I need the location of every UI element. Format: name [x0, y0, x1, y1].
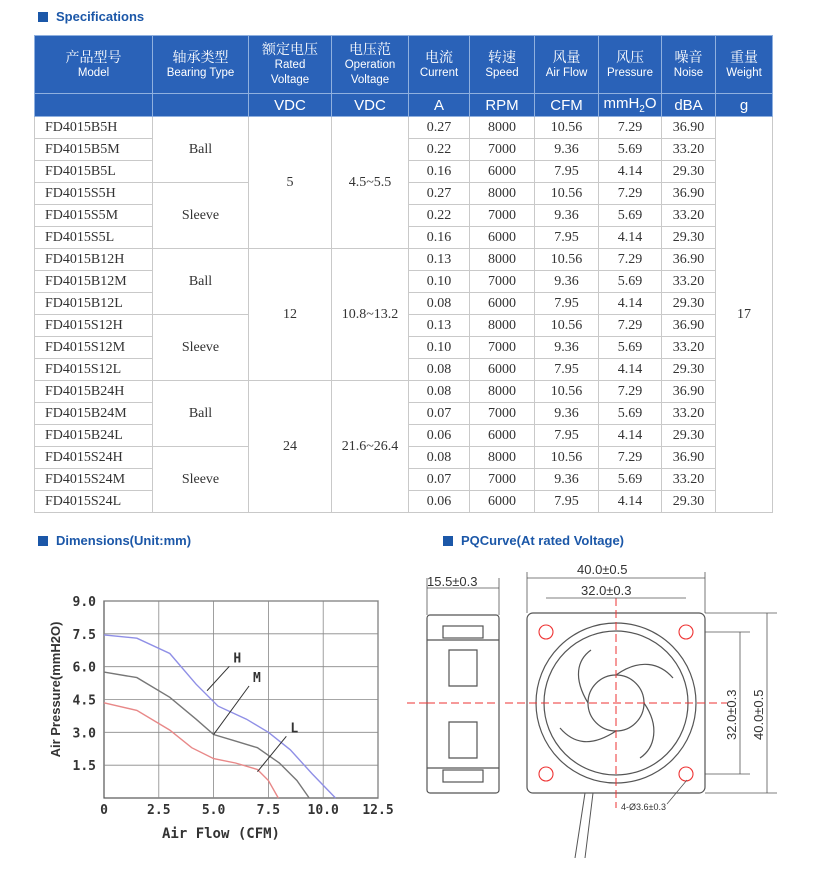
y-tick-label: 1.5 [72, 759, 96, 775]
header-air-flow: 风量 Air Flow [535, 36, 599, 94]
pressure-cell: 5.69 [599, 337, 662, 359]
unit-weight: g [716, 94, 773, 117]
table-row [35, 249, 773, 271]
model-cell: FD4015S12M [35, 337, 153, 359]
noise-cell: 33.20 [662, 469, 716, 491]
air-flow-cell: 9.36 [535, 403, 599, 425]
header-bearing: 轴承类型 Bearing Type [153, 36, 249, 94]
weight-cell: 17 [716, 117, 773, 513]
model-cell: FD4015S24L [35, 491, 153, 513]
hole-spacing-v-label: 32.0±0.3 [724, 689, 739, 740]
pressure-cell: 5.69 [599, 205, 662, 227]
model-cell: FD4015S12L [35, 359, 153, 381]
speed-cell: 7000 [470, 337, 535, 359]
noise-cell: 36.90 [662, 447, 716, 469]
current-cell: 0.16 [409, 161, 470, 183]
pressure-cell: 4.14 [599, 227, 662, 249]
pressure-cell: 7.29 [599, 447, 662, 469]
speed-cell: 6000 [470, 359, 535, 381]
specifications-title-text: Specifications [56, 9, 145, 24]
pressure-cell: 7.29 [599, 381, 662, 403]
unit-bearing-empty [153, 94, 249, 117]
current-cell: 0.06 [409, 425, 470, 447]
unit-operation-voltage: VDC [332, 94, 409, 117]
dimensions-title-text: Dimensions(Unit:mm) [56, 533, 192, 548]
current-cell: 0.07 [409, 403, 470, 425]
air-flow-cell: 7.95 [535, 425, 599, 447]
noise-cell: 33.20 [662, 205, 716, 227]
unit-air-flow: CFM [535, 94, 599, 117]
pressure-cell: 5.69 [599, 403, 662, 425]
noise-cell: 36.90 [662, 183, 716, 205]
current-cell: 0.27 [409, 117, 470, 139]
noise-cell: 29.30 [662, 425, 716, 447]
model-cell: FD4015B5M [35, 139, 153, 161]
header-current: 电流 Current [409, 36, 470, 94]
pressure-cell: 4.14 [599, 161, 662, 183]
fan-side-view [407, 578, 499, 793]
noise-cell: 33.20 [662, 337, 716, 359]
bearing-type-cell: Sleeve [153, 315, 249, 381]
current-cell: 0.10 [409, 271, 470, 293]
pressure-cell: 4.14 [599, 425, 662, 447]
model-cell: FD4015B5H [35, 117, 153, 139]
noise-cell: 29.30 [662, 293, 716, 315]
speed-cell: 8000 [470, 117, 535, 139]
speed-cell: 6000 [470, 293, 535, 315]
speed-cell: 7000 [470, 469, 535, 491]
speed-cell: 7000 [470, 271, 535, 293]
speed-cell: 8000 [470, 183, 535, 205]
pq-curve-chart [38, 585, 398, 845]
current-cell: 0.10 [409, 337, 470, 359]
model-cell: FD4015S5H [35, 183, 153, 205]
unit-current: A [409, 94, 470, 117]
header-pressure: 风压 Pressure [599, 36, 662, 94]
unit-noise: dBA [662, 94, 716, 117]
air-flow-cell: 7.95 [535, 161, 599, 183]
table-row [35, 117, 773, 139]
pressure-cell: 7.29 [599, 183, 662, 205]
overall-height-label: 40.0±0.5 [751, 689, 766, 740]
model-cell: FD4015S5M [35, 205, 153, 227]
air-flow-cell: 9.36 [535, 337, 599, 359]
y-tick-label: 7.5 [72, 627, 96, 643]
rated-voltage-cell: 24 [249, 381, 332, 513]
model-cell: FD4015S5L [35, 227, 153, 249]
pressure-cell: 4.14 [599, 491, 662, 513]
y-tick-label: 4.5 [72, 693, 96, 709]
air-flow-cell: 9.36 [535, 205, 599, 227]
overall-width-label: 40.0±0.5 [577, 562, 628, 577]
x-tick-label: 0 [100, 803, 108, 818]
operation-voltage-cell: 4.5~5.5 [332, 117, 409, 249]
series-label: H [233, 651, 242, 667]
air-flow-cell: 9.36 [535, 469, 599, 491]
y-axis-label: Air Pressure(mmH2O) [48, 621, 63, 758]
air-flow-cell: 10.56 [535, 381, 599, 403]
speed-cell: 6000 [470, 227, 535, 249]
current-cell: 0.27 [409, 183, 470, 205]
noise-cell: 29.30 [662, 491, 716, 513]
operation-voltage-cell: 10.8~13.2 [332, 249, 409, 381]
unit-model-empty [35, 94, 153, 117]
air-flow-cell: 10.56 [535, 183, 599, 205]
y-tick-label: 9.0 [72, 595, 96, 610]
section-marker-icon [38, 12, 48, 22]
series-label: L [290, 721, 299, 737]
model-cell: FD4015B12H [35, 249, 153, 271]
y-tick-label: 3.0 [72, 726, 96, 742]
speed-cell: 8000 [470, 315, 535, 337]
y-tick-label: 6.0 [72, 660, 96, 676]
unit-speed: RPM [470, 94, 535, 117]
noise-cell: 36.90 [662, 117, 716, 139]
noise-cell: 29.30 [662, 161, 716, 183]
section-marker-icon [38, 536, 48, 546]
model-cell: FD4015B5L [35, 161, 153, 183]
air-flow-cell: 10.56 [535, 315, 599, 337]
bearing-type-cell: Ball [153, 249, 249, 315]
current-cell: 0.07 [409, 469, 470, 491]
current-cell: 0.13 [409, 315, 470, 337]
noise-cell: 36.90 [662, 381, 716, 403]
pressure-cell: 7.29 [599, 117, 662, 139]
speed-cell: 6000 [470, 491, 535, 513]
air-flow-cell: 10.56 [535, 447, 599, 469]
bearing-type-cell: Ball [153, 381, 249, 447]
current-cell: 0.08 [409, 359, 470, 381]
specifications-table [34, 35, 773, 513]
air-flow-cell: 9.36 [535, 271, 599, 293]
header-noise: 噪音 Noise [662, 36, 716, 94]
x-tick-label: 2.5 [147, 803, 171, 818]
bearing-type-cell: Sleeve [153, 183, 249, 249]
series-label: M [253, 670, 261, 686]
specifications-title [38, 9, 144, 24]
current-cell: 0.22 [409, 205, 470, 227]
speed-cell: 8000 [470, 381, 535, 403]
holes-label: 4-Ø3.6±0.3 [621, 802, 666, 812]
unit-pressure: mmH$_2$O [599, 94, 662, 117]
noise-cell: 33.20 [662, 139, 716, 161]
pressure-cell: 4.14 [599, 293, 662, 315]
rated-voltage-cell: 12 [249, 249, 332, 381]
current-cell: 0.16 [409, 227, 470, 249]
pqcurve-title [443, 533, 624, 548]
current-cell: 0.22 [409, 139, 470, 161]
x-tick-label: 12.5 [362, 803, 394, 818]
speed-cell: 6000 [470, 425, 535, 447]
table-row [35, 381, 773, 403]
speed-cell: 7000 [470, 139, 535, 161]
air-flow-cell: 7.95 [535, 227, 599, 249]
model-cell: FD4015B12M [35, 271, 153, 293]
speed-cell: 8000 [470, 447, 535, 469]
pressure-cell: 5.69 [599, 469, 662, 491]
header-operation-voltage: 电压范 Operation Voltage [332, 36, 409, 94]
speed-cell: 7000 [470, 205, 535, 227]
fan-dimension-drawing [405, 558, 785, 858]
pressure-cell: 7.29 [599, 315, 662, 337]
model-cell: FD4015S12H [35, 315, 153, 337]
speed-cell: 7000 [470, 403, 535, 425]
operation-voltage-cell: 21.6~26.4 [332, 381, 409, 513]
section-marker-icon [443, 536, 453, 546]
pressure-cell: 7.29 [599, 249, 662, 271]
pressure-cell: 4.14 [599, 359, 662, 381]
model-cell: FD4015S24H [35, 447, 153, 469]
air-flow-cell: 10.56 [535, 249, 599, 271]
model-cell: FD4015B24H [35, 381, 153, 403]
x-tick-label: 10.0 [307, 803, 339, 818]
noise-cell: 29.30 [662, 227, 716, 249]
air-flow-cell: 7.95 [535, 293, 599, 315]
air-flow-cell: 9.36 [535, 139, 599, 161]
air-flow-cell: 7.95 [535, 359, 599, 381]
x-axis-label: Air Flow (CFM) [161, 826, 281, 842]
noise-cell: 36.90 [662, 315, 716, 337]
header-rated-voltage: 额定电压 Rated Voltage [249, 36, 332, 94]
rated-voltage-cell: 5 [249, 117, 332, 249]
model-cell: FD4015S24M [35, 469, 153, 491]
current-cell: 0.06 [409, 491, 470, 513]
speed-cell: 8000 [470, 249, 535, 271]
x-tick-label: 5.0 [201, 803, 226, 818]
model-cell: FD4015B24M [35, 403, 153, 425]
current-cell: 0.08 [409, 381, 470, 403]
model-cell: FD4015B24L [35, 425, 153, 447]
current-cell: 0.08 [409, 293, 470, 315]
pqcurve-title-text: PQCurve(At rated Voltage) [461, 533, 625, 548]
speed-cell: 6000 [470, 161, 535, 183]
dimensions-title [38, 533, 191, 548]
model-cell: FD4015B12L [35, 293, 153, 315]
noise-cell: 33.20 [662, 271, 716, 293]
bearing-type-cell: Sleeve [153, 447, 249, 513]
noise-cell: 29.30 [662, 359, 716, 381]
pressure-cell: 5.69 [599, 139, 662, 161]
pressure-cell: 5.69 [599, 271, 662, 293]
header-model: 产品型号 Model [35, 36, 153, 94]
air-flow-cell: 10.56 [535, 117, 599, 139]
x-tick-label: 7.5 [256, 803, 281, 818]
noise-cell: 36.90 [662, 249, 716, 271]
current-cell: 0.08 [409, 447, 470, 469]
current-cell: 0.13 [409, 249, 470, 271]
bearing-type-cell: Ball [153, 117, 249, 183]
side-width-label: 15.5±0.3 [427, 574, 478, 589]
noise-cell: 33.20 [662, 403, 716, 425]
unit-rated-voltage: VDC [249, 94, 332, 117]
header-speed: 转速 Speed [470, 36, 535, 94]
header-weight: 重量 Weight [716, 36, 773, 94]
hole-spacing-h-label: 32.0±0.3 [581, 583, 632, 598]
air-flow-cell: 7.95 [535, 491, 599, 513]
